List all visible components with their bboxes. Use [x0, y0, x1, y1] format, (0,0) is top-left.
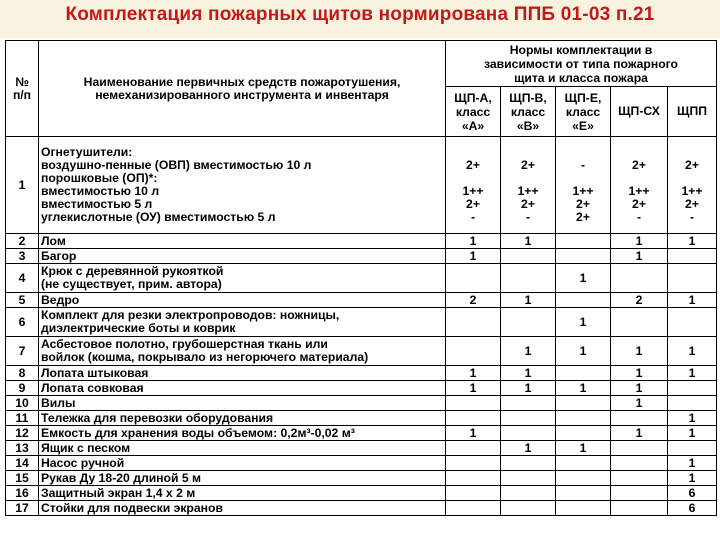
- cell-shpp: 6: [668, 501, 717, 516]
- table-row: [6, 486, 717, 501]
- cell-shpp: [668, 249, 717, 264]
- row-num: 11: [6, 411, 39, 426]
- cell-shpp: [668, 441, 717, 456]
- table-row: [6, 441, 717, 456]
- cell-shp-a: [446, 471, 501, 486]
- page-title: Комплектация пожарных щитов нормирована ППБ 01-03 п.21: [65, 4, 655, 25]
- cell-shp-e: 1: [556, 441, 611, 456]
- table-row: [6, 264, 717, 293]
- cell-shp-e: [556, 486, 611, 501]
- cell-shp-a: [446, 501, 501, 516]
- cell-shp-sh: [611, 471, 668, 486]
- cell-shpp: 1: [668, 337, 717, 366]
- cell-shp-b: 1: [501, 381, 556, 396]
- cell-shp-e: 1: [556, 381, 611, 396]
- table-row: [6, 137, 717, 234]
- cell-shp-sh: [611, 411, 668, 426]
- header-col-shp-sh: ЩП-СХ: [611, 87, 668, 137]
- row-num: 2: [6, 234, 39, 249]
- table-row: [6, 426, 717, 441]
- row-num: 3: [6, 249, 39, 264]
- cell-shp-sh: 1: [611, 381, 668, 396]
- cell-shp-e: 1: [556, 308, 611, 337]
- cell-shp-a: [446, 486, 501, 501]
- cell-shp-e: 1: [556, 264, 611, 293]
- row-num: 17: [6, 501, 39, 516]
- cell-shp-a: [446, 441, 501, 456]
- cell-shp-b: [501, 308, 556, 337]
- row-num: 15: [6, 471, 39, 486]
- header-col-shp-e: ЩП-Е, класс «Е»: [556, 87, 611, 137]
- cell-shp-e: [556, 396, 611, 411]
- row-name: Лом: [39, 234, 446, 249]
- row-num: 4: [6, 264, 39, 293]
- cell-shp-e: [556, 456, 611, 471]
- cell-shp-e: [556, 366, 611, 381]
- row-name: Крюк с деревянной рукояткой (не существует, прим. автора): [39, 264, 446, 293]
- table-row: [6, 411, 717, 426]
- cell-shp-e: [556, 293, 611, 308]
- row-num: 8: [6, 366, 39, 381]
- row-name: Ведро: [39, 293, 446, 308]
- row-name: Ящик с песком: [39, 441, 446, 456]
- cell-shp-a: [446, 264, 501, 293]
- cell-shp-b: [501, 471, 556, 486]
- row-num: 14: [6, 456, 39, 471]
- cell-shp-sh: [611, 264, 668, 293]
- cell-shp-a: 1: [446, 249, 501, 264]
- row-num: 16: [6, 486, 39, 501]
- cell-shp-b: 1: [501, 293, 556, 308]
- row-num: 10: [6, 396, 39, 411]
- row-name: Рукав Ду 18-20 длиной 5 м: [39, 471, 446, 486]
- row-name: Асбестовое полотно, грубошерстная ткань или войлок (кошма, покрывало из негорючего материала): [39, 337, 446, 366]
- cell-shp-a: 1: [446, 234, 501, 249]
- cell-shpp: 2+ 1++ 2+ -: [668, 137, 717, 234]
- row-name: Вилы: [39, 396, 446, 411]
- cell-shp-a: 2+ 1++ 2+ -: [446, 137, 501, 234]
- cell-shp-a: 1: [446, 366, 501, 381]
- title-bar: [0, 0, 720, 38]
- cell-shp-a: [446, 456, 501, 471]
- table-row: [6, 456, 717, 471]
- header-col-shp-a: ЩП-А, класс «А»: [446, 87, 501, 137]
- cell-shp-a: 1: [446, 426, 501, 441]
- cell-shp-a: [446, 337, 501, 366]
- row-num: 13: [6, 441, 39, 456]
- row-num: 1: [6, 137, 39, 234]
- cell-shp-e: [556, 234, 611, 249]
- table-row: [6, 249, 717, 264]
- cell-shpp: 1: [668, 293, 717, 308]
- cell-shp-e: 1: [556, 337, 611, 366]
- cell-shp-b: [501, 396, 556, 411]
- cell-shpp: [668, 308, 717, 337]
- table-row: [6, 234, 717, 249]
- row-num: 9: [6, 381, 39, 396]
- cell-shpp: 1: [668, 426, 717, 441]
- cell-shpp: 1: [668, 366, 717, 381]
- row-name: Емкость для хранения воды объемом: 0,2м³-0,02 м³: [39, 426, 446, 441]
- cell-shp-sh: [611, 486, 668, 501]
- cell-shp-b: 1: [501, 441, 556, 456]
- table-row: [6, 471, 717, 486]
- cell-shp-sh: 1: [611, 396, 668, 411]
- cell-shpp: 1: [668, 411, 717, 426]
- row-name: Лопата совковая: [39, 381, 446, 396]
- cell-shp-sh: 1: [611, 337, 668, 366]
- row-name: Насос ручной: [39, 456, 446, 471]
- row-name: Тележка для перевозки оборудования: [39, 411, 446, 426]
- header-norms: Нормы комплектации в зависимости от типа пожарного щита и класса пожара: [446, 41, 717, 87]
- cell-shp-b: [501, 411, 556, 426]
- table-row: [6, 337, 717, 366]
- table-row: [6, 308, 717, 337]
- cell-shp-b: [501, 249, 556, 264]
- table-row: [6, 381, 717, 396]
- row-num: 12: [6, 426, 39, 441]
- header-col-shpp: ЩПП: [668, 87, 717, 137]
- cell-shp-b: [501, 486, 556, 501]
- cell-shp-b: [501, 456, 556, 471]
- cell-shp-b: [501, 426, 556, 441]
- row-name: Огнетушители: воздушно-пенные (ОВП) вместимостью 10 л порошковые (ОП)*: вместимостью 10 л вместимостью 5 л углекислотные (ОУ) вместимостью 5 л: [39, 137, 446, 234]
- cell-shp-sh: 2: [611, 293, 668, 308]
- cell-shp-a: 1: [446, 381, 501, 396]
- cell-shp-e: [556, 411, 611, 426]
- cell-shp-b: 2+ 1++ 2+ -: [501, 137, 556, 234]
- row-name: Защитный экран 1,4 х 2 м: [39, 486, 446, 501]
- row-num: 6: [6, 308, 39, 337]
- cell-shp-a: [446, 308, 501, 337]
- cell-shp-b: [501, 264, 556, 293]
- row-num: 7: [6, 337, 39, 366]
- table-row: [6, 396, 717, 411]
- table-row: [6, 366, 717, 381]
- cell-shp-b: 1: [501, 337, 556, 366]
- cell-shp-sh: 1: [611, 426, 668, 441]
- table-row: [6, 501, 717, 516]
- cell-shp-sh: 1: [611, 249, 668, 264]
- cell-shp-b: 1: [501, 366, 556, 381]
- cell-shp-b: 1: [501, 234, 556, 249]
- cell-shpp: 6: [668, 486, 717, 501]
- row-name: Стойки для подвески экранов: [39, 501, 446, 516]
- equipment-table: [5, 40, 717, 516]
- header-name: Наименование первичных средств пожаротушения, немеханизированного инструмента и инвентаря: [39, 41, 446, 137]
- cell-shp-e: - 1++ 2+ 2+: [556, 137, 611, 234]
- cell-shp-e: [556, 426, 611, 441]
- cell-shpp: [668, 396, 717, 411]
- cell-shp-a: [446, 411, 501, 426]
- cell-shp-e: [556, 471, 611, 486]
- header-col-shp-b: ЩП-В, класс «В»: [501, 87, 556, 137]
- cell-shp-sh: 2+ 1++ 2+ -: [611, 137, 668, 234]
- cell-shpp: [668, 264, 717, 293]
- cell-shp-sh: [611, 501, 668, 516]
- cell-shpp: 1: [668, 234, 717, 249]
- cell-shpp: 1: [668, 471, 717, 486]
- cell-shp-b: [501, 501, 556, 516]
- cell-shp-sh: 1: [611, 366, 668, 381]
- row-num: 5: [6, 293, 39, 308]
- header-num: № п/п: [6, 41, 39, 137]
- cell-shp-sh: [611, 308, 668, 337]
- cell-shp-a: 2: [446, 293, 501, 308]
- cell-shp-sh: [611, 441, 668, 456]
- row-name: Лопата штыковая: [39, 366, 446, 381]
- cell-shpp: [668, 381, 717, 396]
- cell-shpp: 1: [668, 456, 717, 471]
- cell-shp-sh: [611, 456, 668, 471]
- row-name: Багор: [39, 249, 446, 264]
- row-name: Комплект для резки электропроводов: ножницы, диэлектрические боты и коврик: [39, 308, 446, 337]
- cell-shp-e: [556, 249, 611, 264]
- table-row: [6, 293, 717, 308]
- cell-shp-a: [446, 396, 501, 411]
- cell-shp-sh: 1: [611, 234, 668, 249]
- cell-shp-e: [556, 501, 611, 516]
